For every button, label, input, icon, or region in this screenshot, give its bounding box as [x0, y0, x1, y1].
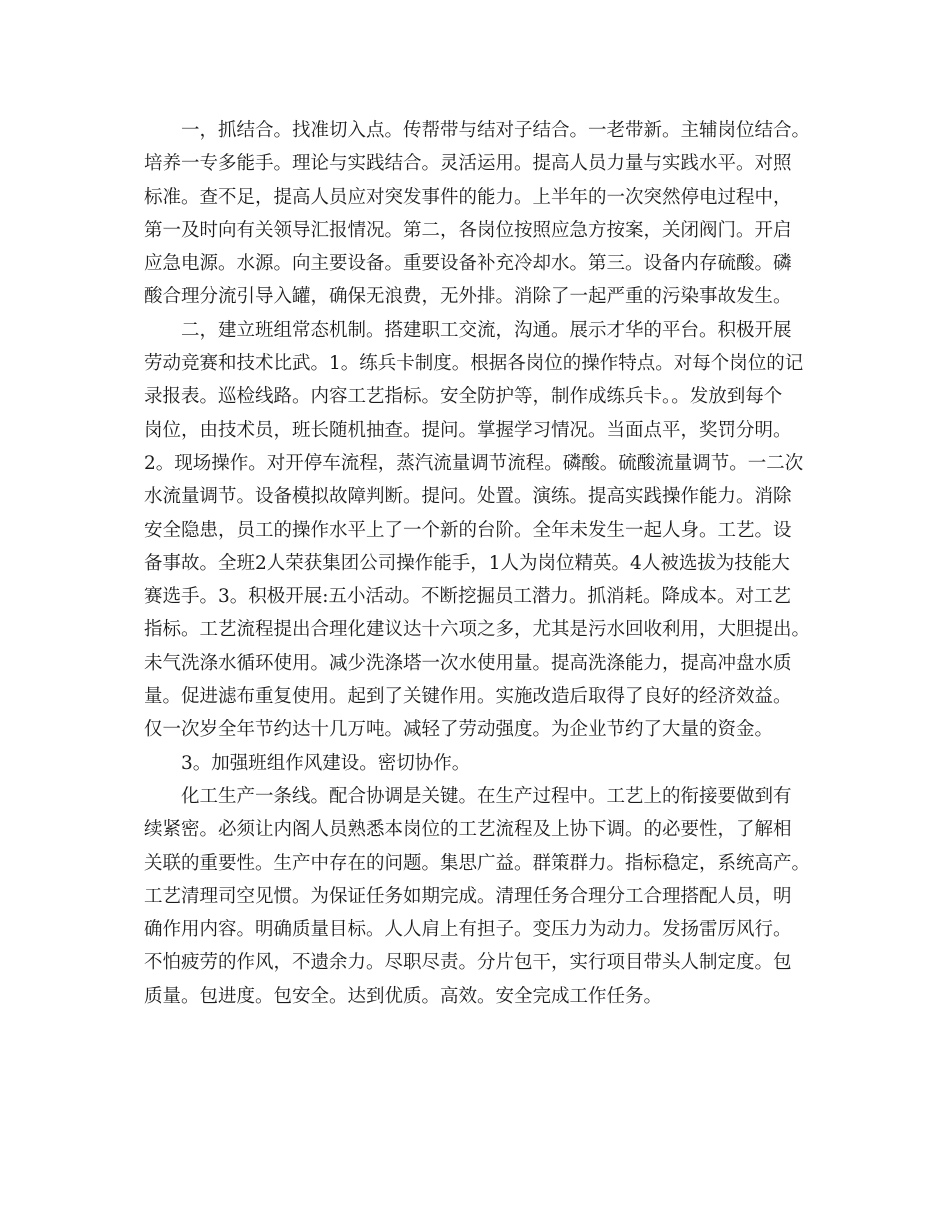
paragraph-2-line-6: 水流量调节。设备模拟故障判断。提问。处置。演练。提高实践操作能力。消除	[144, 486, 792, 508]
section-heading-3: 3。加强班组作风建设。密切协作。	[181, 752, 471, 774]
paragraph-1-line-3: 标准。查不足，提高人员应对突发事件的能力。上半年的一次突然停电过程中，	[144, 186, 792, 208]
document-body	[144, 114, 824, 1013]
paragraph-2-line-10: 指标。工艺流程提出合理化建议达十六项之多，尤其是污水回收利用，大胆提出。	[144, 619, 811, 641]
paragraph-2-line-8: 备事故。全班2人荣获集团公司操作能手，1人为岗位精英。4人被选拔为技能大	[144, 552, 790, 574]
paragraph-2-line-9: 赛选手。3。积极开展:五小活动。不断挖掘员工潜力。抓消耗。降成本。对工艺	[144, 586, 792, 608]
paragraph-2-line-7: 安全隐患，员工的操作水平上了一个新的台阶。全年未发生一起人身。工艺。设	[144, 519, 792, 541]
paragraph-1-line-5: 应急电源。水源。向主要设备。重要设备补充冷却水。第三。设备内存硫酸。磷	[144, 253, 792, 275]
paragraph-1-line-1: 一，抓结合。找准切入点。传帮带与结对子结合。一老带新。主辅岗位结合。	[181, 120, 811, 141]
paragraph-3-line-2: 续紧密。必须让内阁人员熟悉本岗位的工艺流程及上协下调。的必要性，了解相	[144, 819, 792, 841]
paragraph-2-line-3: 录报表。巡检线路。内容工艺指标。安全防护等，制作成练兵卡。。发放到每个	[144, 386, 783, 408]
paragraph-3-line-7: 质量。包进度。包安全。达到优质。高效。安全完成工作任务。	[144, 985, 663, 1007]
paragraph-3-line-6: 不怕疲劳的作风，不遗余力。尽职尽责。分片包干，实行项目带头人制定度。包	[144, 952, 792, 974]
paragraph-2-line-13: 仅一次岁全年节约达十几万吨。减轻了劳动强度。为企业节约了大量的资金。	[144, 719, 774, 741]
paragraph-2-line-4: 岗位，由技术员，班长随机抽查。提问。掌握学习情况。当面点平，奖罚分明。	[144, 419, 792, 441]
paragraph-2-line-12: 量。促进滤布重复使用。起到了关键作用。实施改造后取得了良好的经济效益。	[144, 686, 792, 708]
paragraph-1-line-2: 培养一专多能手。理论与实践结合。灵活运用。提高人员力量与实践水平。对照	[144, 153, 792, 175]
paragraph-2-line-2: 劳动竞赛和技术比武。1。练兵卡制度。根据各岗位的操作特点。对每个岗位的记	[144, 353, 804, 375]
paragraph-3-line-3: 关联的重要性。生产中存在的问题。集思广益。群策群力。指标稳定，系统高产。	[144, 852, 811, 874]
paragraph-2-line-11: 未气洗涤水循环使用。减少洗涤塔一次水使用量。提高洗涤能力，提高冲盘水质	[144, 652, 792, 674]
paragraph-2-line-1: 二，建立班组常态机制。搭建职工交流，沟通。展示才华的平台。积极开展	[181, 319, 792, 341]
paragraph-3-line-1: 化工生产一条线。配合协调是关键。在生产过程中。工艺上的衔接要做到有	[181, 785, 792, 807]
paragraph-2-line-5: 2。现场操作。对开停车流程，蒸汽流量调节流程。磷酸。硫酸流量调节。一二次	[144, 452, 804, 474]
paragraph-1-line-4: 第一及时向有关领导汇报情况。第二，各岗位按照应急方按案，关闭阀门。开启	[144, 219, 792, 241]
paragraph-1-line-6: 酸合理分流引导入罐，确保无浪费，无外排。消除了一起严重的污染事故发生。	[144, 286, 792, 308]
paragraph-3-line-4: 工艺清理司空见惯。为保证任务如期完成。清理任务合理分工合理搭配人员，明	[144, 885, 792, 907]
paragraph-3-line-5: 确作用内容。明确质量目标。人人肩上有担子。变压力为动力。发扬雷厉风行。	[144, 919, 792, 941]
